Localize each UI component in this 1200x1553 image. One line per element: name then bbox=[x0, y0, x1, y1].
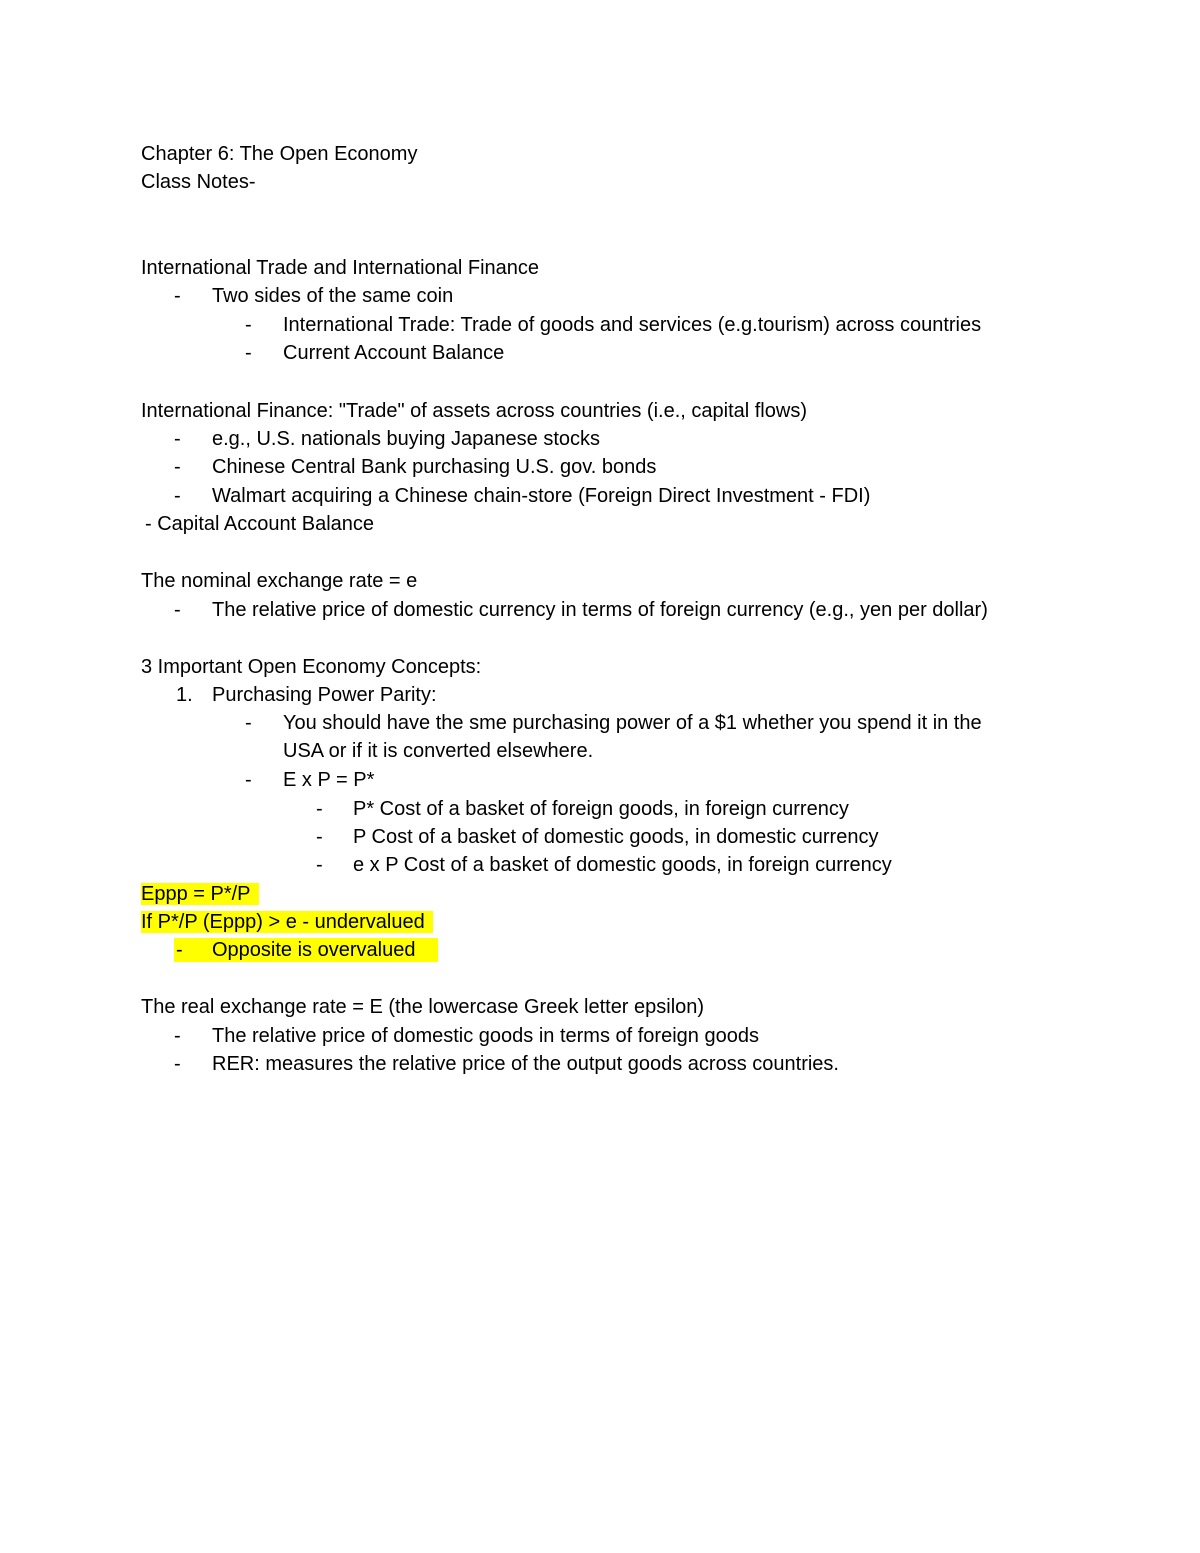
highlighted-line bbox=[141, 910, 433, 934]
highlighted-text: If P*/P (Eppp) > e - undervalued bbox=[141, 911, 433, 933]
bullet-dash: - bbox=[245, 342, 252, 364]
document-title: Chapter 6: The Open Economy bbox=[141, 143, 418, 165]
highlighted-text: Opposite is overvalued bbox=[212, 939, 416, 961]
bullet-dash: - bbox=[174, 1025, 181, 1047]
section-heading-concepts: 3 Important Open Economy Concepts: bbox=[141, 656, 482, 678]
numbered-marker: 1. bbox=[176, 684, 193, 706]
list-item: The relative price of domestic currency in terms of foreign currency (e.g., yen per dollar) bbox=[212, 599, 988, 621]
bullet-dash: - bbox=[245, 712, 252, 734]
bullet-dash: - bbox=[174, 456, 181, 478]
list-item: Chinese Central Bank purchasing U.S. gov. bonds bbox=[212, 456, 657, 478]
list-item: P* Cost of a basket of foreign goods, in foreign currency bbox=[353, 798, 849, 820]
document-subtitle: Class Notes- bbox=[141, 171, 256, 193]
bullet-dash: - bbox=[245, 314, 252, 336]
bullet-dash: - bbox=[174, 599, 181, 621]
bullet-dash: - bbox=[174, 428, 181, 450]
section-heading-finance: International Finance: "Trade" of assets across countries (i.e., capital flows) bbox=[141, 400, 807, 422]
section-heading-nominal: The nominal exchange rate = e bbox=[141, 570, 418, 592]
numbered-item: Purchasing Power Parity: bbox=[212, 684, 437, 706]
list-item: E x P = P* bbox=[283, 769, 375, 791]
list-item: e.g., U.S. nationals buying Japanese stocks bbox=[212, 428, 601, 450]
section-heading-real: The real exchange rate = E (the lowercase Greek letter epsilon) bbox=[141, 996, 705, 1018]
list-item: - Capital Account Balance bbox=[145, 513, 375, 535]
section-heading-trade: International Trade and International Finance bbox=[141, 257, 540, 279]
list-item: e x P Cost of a basket of domestic goods, in foreign currency bbox=[353, 854, 892, 876]
list-item: You should have the sme purchasing power of a $1 whether you spend it in the bbox=[283, 712, 982, 734]
bullet-dash: - bbox=[174, 1053, 181, 1075]
list-item: International Trade: Trade of goods and services (e.g.tourism) across countries bbox=[283, 314, 982, 336]
list-item-continuation: USA or if it is converted elsewhere. bbox=[283, 740, 594, 762]
bullet-dash: - bbox=[174, 285, 181, 307]
bullet-dash: - bbox=[245, 769, 252, 791]
list-item: Walmart acquiring a Chinese chain-store (Foreign Direct Investment - FDI) bbox=[212, 485, 871, 507]
bullet-dash: - bbox=[316, 826, 323, 848]
list-item: Two sides of the same coin bbox=[212, 285, 454, 307]
bullet-dash: - bbox=[176, 939, 183, 961]
list-item: Current Account Balance bbox=[283, 342, 505, 364]
list-item: The relative price of domestic goods in terms of foreign goods bbox=[212, 1025, 759, 1047]
bullet-dash: - bbox=[316, 798, 323, 820]
highlighted-line bbox=[141, 882, 259, 906]
list-item: RER: measures the relative price of the output goods across countries. bbox=[212, 1053, 839, 1075]
highlighted-text: Eppp = P*/P bbox=[141, 883, 259, 905]
bullet-dash: - bbox=[174, 485, 181, 507]
list-item: P Cost of a basket of domestic goods, in domestic currency bbox=[353, 826, 879, 848]
bullet-dash: - bbox=[316, 854, 323, 876]
